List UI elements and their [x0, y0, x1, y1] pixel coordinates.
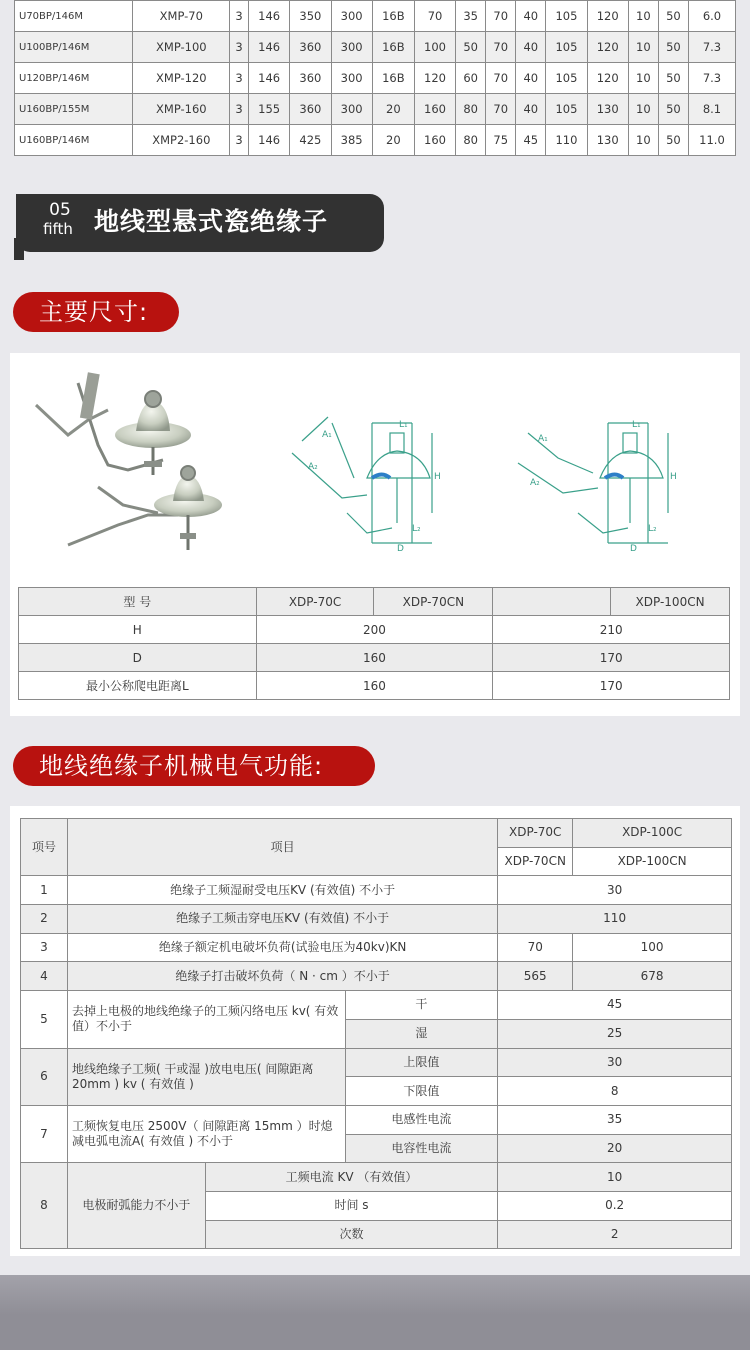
top-table-cell: 3 [230, 125, 249, 156]
top-table-cell: 6.0 [688, 1, 735, 32]
bottom-bar [0, 1275, 750, 1350]
mech-no: 4 [21, 962, 68, 991]
top-table-cell: 360 [290, 63, 331, 94]
top-table-row [15, 125, 736, 156]
dim-label: 最小公称爬电距离L [19, 672, 257, 700]
top-table-cell: 50 [658, 63, 688, 94]
mech-sub-item: 工频电流 KV （有效值） [205, 1163, 498, 1192]
top-table-row [15, 32, 736, 63]
label-A1: A₁ [322, 430, 332, 440]
top-table-cell: 350 [290, 1, 331, 32]
top-table-cell: XMP-120 [133, 63, 230, 94]
top-table-cell: 425 [290, 125, 331, 156]
top-table-cell: 385 [331, 125, 372, 156]
top-table-cell: 40 [516, 1, 546, 32]
top-table-cell: U160BP/146M [15, 125, 133, 156]
top-table-cell: 120 [414, 63, 455, 94]
top-table-cell: 20 [372, 94, 414, 125]
top-table-cell: 70 [486, 1, 516, 32]
mech-value: 8 [498, 1077, 732, 1106]
top-table-cell: 120 [587, 32, 628, 63]
top-table-cell: U100BP/146M [15, 32, 133, 63]
mech-no: 3 [21, 933, 68, 962]
dim-header-c2: XDP-70CN [374, 588, 493, 616]
mech-row-1 [21, 876, 732, 905]
mech-item: 绝缘子工频击穿电压KV (有效值) 不小于 [67, 905, 497, 934]
dim-value: 160 [256, 672, 493, 700]
dim-header-model: 型 号 [19, 588, 257, 616]
mech-sub-item: 电容性电流 [345, 1134, 498, 1163]
top-table-cell: 10 [628, 63, 658, 94]
top-table-cell: 50 [658, 32, 688, 63]
top-table-cell: 50 [658, 1, 688, 32]
mech-no: 5 [21, 991, 68, 1048]
top-table-cell: 155 [249, 94, 290, 125]
label-A1-b: A₁ [538, 434, 548, 444]
dim-row-d [19, 644, 730, 672]
dim-value: 210 [493, 616, 730, 644]
dimensions-panel [10, 353, 740, 716]
top-table-cell: 360 [290, 94, 331, 125]
mech-item: 去掉上电极的地线绝缘子的工频闪络电压 kv( 有效值）不小于 [67, 991, 345, 1048]
dim-header-c1: XDP-70C [256, 588, 374, 616]
dim-value: 170 [493, 672, 730, 700]
top-table-cell: U120BP/146M [15, 63, 133, 94]
mech-header-item: 项目 [67, 819, 497, 876]
top-table-cell: 300 [331, 1, 372, 32]
top-table-cell: XMP-100 [133, 32, 230, 63]
top-table-cell: 60 [456, 63, 486, 94]
mech-sub-item: 上限值 [345, 1048, 498, 1077]
top-table-cell: 50 [658, 125, 688, 156]
mech-value: 0.2 [498, 1191, 732, 1220]
top-table-cell: 10 [628, 32, 658, 63]
mech-row-7a [21, 1105, 732, 1134]
top-table-cell: 35 [456, 1, 486, 32]
mech-row-8a [21, 1163, 732, 1192]
label-L2-b: L₂ [648, 524, 657, 534]
mech-value: 45 [498, 991, 732, 1020]
top-table-cell: 160 [414, 94, 455, 125]
mech-sub-item: 湿 [345, 1019, 498, 1048]
mech-value: 35 [498, 1105, 732, 1134]
top-table-cell: 40 [516, 32, 546, 63]
label-H-b: H [670, 472, 677, 482]
top-table-cell: 120 [587, 1, 628, 32]
top-table-cell: XMP2-160 [133, 125, 230, 156]
mech-sub-item: 次数 [205, 1220, 498, 1249]
mech-value: 678 [573, 962, 732, 991]
top-table-cell: 20 [372, 125, 414, 156]
dim-header-c4: XDP-100CN [611, 588, 730, 616]
top-table-cell: 7.3 [688, 63, 735, 94]
section-number: 05 [49, 200, 71, 220]
top-table-cell: 80 [456, 125, 486, 156]
mech-sub-item: 电感性电流 [345, 1105, 498, 1134]
mech-no: 7 [21, 1105, 68, 1162]
top-table-cell: 300 [331, 63, 372, 94]
mech-value: 565 [498, 962, 573, 991]
top-table-cell: 80 [456, 94, 486, 125]
mechanical-electrical-panel [10, 806, 740, 1256]
mech-header-c2b: XDP-100CN [573, 847, 732, 876]
top-table-cell: 50 [456, 32, 486, 63]
label-D-b: D [630, 544, 637, 553]
top-table-cell: 3 [230, 1, 249, 32]
top-table-cell: 70 [486, 63, 516, 94]
top-table-cell: 3 [230, 63, 249, 94]
top-table-cell: 16B [372, 32, 414, 63]
top-table-cell: 105 [546, 63, 587, 94]
dim-header-row [19, 588, 730, 616]
top-table-cell: 8.1 [688, 94, 735, 125]
mechanical-electrical-table [20, 818, 732, 1249]
section-number-en: fifth [43, 220, 73, 238]
mech-value: 30 [498, 876, 732, 905]
mech-sub-item: 下限值 [345, 1077, 498, 1106]
top-table-cell: 146 [249, 125, 290, 156]
section-header [16, 194, 384, 252]
top-table-cell: 105 [546, 94, 587, 125]
mech-sub-item: 干 [345, 991, 498, 1020]
top-table-cell: XMP-160 [133, 94, 230, 125]
dim-value: 160 [256, 644, 493, 672]
top-table-cell: 146 [249, 32, 290, 63]
mech-item: 地线绝缘子工频( 干或湿 )放电电压( 间隙距离 20mm ) kv ( 有效值 ) [67, 1048, 345, 1105]
top-table-cell: 16B [372, 63, 414, 94]
top-table-cell: 40 [516, 63, 546, 94]
top-table-cell: 120 [587, 63, 628, 94]
mechanical-electrical-heading: 地线绝缘子机械电气功能: [13, 746, 375, 786]
mech-value: 110 [498, 905, 732, 934]
top-table-cell: 360 [290, 32, 331, 63]
mech-item: 绝缘子工频湿耐受电压KV (有效值) 不小于 [67, 876, 497, 905]
label-L1: L₁ [399, 420, 408, 430]
label-H: H [434, 472, 441, 482]
mech-header-no: 项号 [21, 819, 68, 876]
top-table-cell: 10 [628, 1, 658, 32]
mech-value: 2 [498, 1220, 732, 1249]
mech-value: 10 [498, 1163, 732, 1192]
section-title: 地线型悬式瓷绝缘子 [94, 207, 329, 236]
dim-header-c3 [493, 588, 611, 616]
mech-no: 2 [21, 905, 68, 934]
top-table-cell: 3 [230, 32, 249, 63]
mech-row-2 [21, 905, 732, 934]
dim-value: 170 [493, 644, 730, 672]
top-table-cell: 146 [249, 63, 290, 94]
label-L1-b: L₁ [632, 420, 641, 430]
top-table-cell: 70 [486, 32, 516, 63]
mech-row-3 [21, 933, 732, 962]
top-table-cell: 300 [331, 32, 372, 63]
mech-row-6a [21, 1048, 732, 1077]
top-table-row [15, 1, 736, 32]
mech-item: 绝缘子额定机电破坏负荷(试验电压为40kv)KN [67, 933, 497, 962]
top-table-cell: 110 [546, 125, 587, 156]
top-spec-table [14, 0, 736, 156]
top-table-cell: 45 [516, 125, 546, 156]
label-L2: L₂ [412, 524, 421, 534]
dim-value: 200 [256, 616, 493, 644]
mech-row-5a [21, 991, 732, 1020]
top-table-cell: 70 [414, 1, 455, 32]
top-table-cell: 16B [372, 1, 414, 32]
label-A2-b: A₂ [530, 478, 540, 488]
top-table-cell: 10 [628, 125, 658, 156]
top-table-cell: 10 [628, 94, 658, 125]
top-table-cell: 40 [516, 94, 546, 125]
mech-no: 1 [21, 876, 68, 905]
top-table-cell: U160BP/155M [15, 94, 133, 125]
top-table-cell: 300 [331, 94, 372, 125]
mech-value: 70 [498, 933, 573, 962]
mech-value: 100 [573, 933, 732, 962]
insulator-photo [28, 365, 238, 565]
top-table-cell: 70 [486, 94, 516, 125]
dim-row-creepage [19, 672, 730, 700]
mech-value: 25 [498, 1019, 732, 1048]
dim-label: H [19, 616, 257, 644]
mech-value: 20 [498, 1134, 732, 1163]
mech-item: 绝缘子打击破坏负荷（ N · cm ）不小于 [67, 962, 497, 991]
top-table-cell: 130 [587, 94, 628, 125]
mech-no: 6 [21, 1048, 68, 1105]
mech-no: 8 [21, 1163, 68, 1249]
mech-item: 工频恢复电压 2500V（ 间隙距离 15mm ）时熄减电弧电流A( 有效值 ) 不小于 [67, 1105, 345, 1162]
top-table-cell: U70BP/146M [15, 1, 133, 32]
mech-header-c1b: XDP-70CN [498, 847, 573, 876]
top-table-cell: 130 [587, 125, 628, 156]
top-table-cell: 50 [658, 94, 688, 125]
dim-row-h [19, 616, 730, 644]
top-table-cell: 3 [230, 94, 249, 125]
top-table-row [15, 94, 736, 125]
dimensions-table [18, 587, 730, 700]
mech-value: 30 [498, 1048, 732, 1077]
top-table-cell: 105 [546, 32, 587, 63]
mech-header-row-1 [21, 819, 732, 848]
section-header-tail [14, 238, 24, 260]
mech-header-c2a: XDP-100C [573, 819, 732, 848]
top-table-cell: 7.3 [688, 32, 735, 63]
top-table-row [15, 63, 736, 94]
top-table-cell: 105 [546, 1, 587, 32]
label-D: D [397, 544, 404, 553]
dim-label: D [19, 644, 257, 672]
mech-header-c1a: XDP-70C [498, 819, 573, 848]
label-A2: A₂ [308, 462, 318, 472]
top-table-cell: 160 [414, 125, 455, 156]
mech-row-4 [21, 962, 732, 991]
top-table-cell: XMP-70 [133, 1, 230, 32]
dimension-drawing-1 [272, 393, 452, 553]
mech-sub-item: 时间 s [205, 1191, 498, 1220]
top-table-cell: 100 [414, 32, 455, 63]
dimension-drawing-2 [508, 393, 688, 553]
top-table-cell: 75 [486, 125, 516, 156]
mech-item: 电极耐弧能力不小于 [67, 1163, 205, 1249]
top-table-cell: 146 [249, 1, 290, 32]
dimensions-heading: 主要尺寸: [13, 292, 179, 332]
top-table-cell: 11.0 [688, 125, 735, 156]
